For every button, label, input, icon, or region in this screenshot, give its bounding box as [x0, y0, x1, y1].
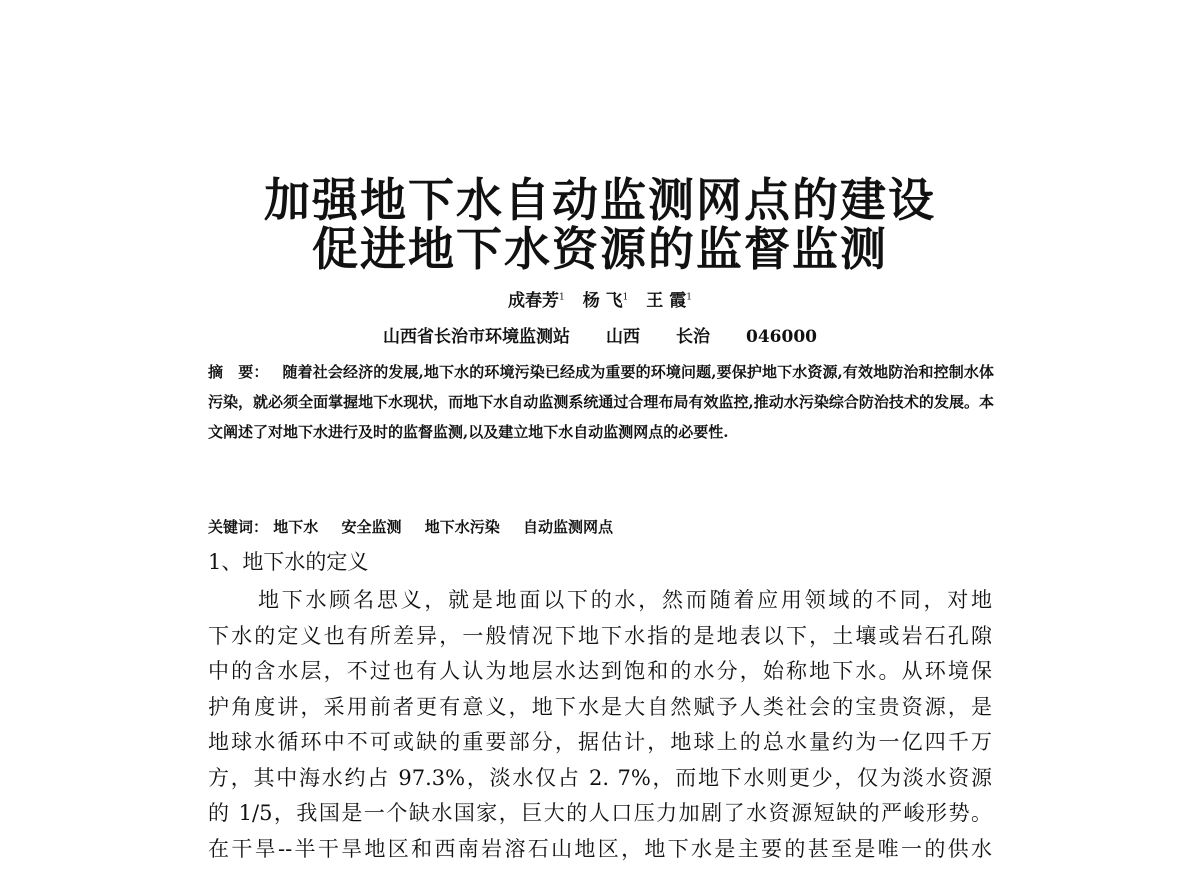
section-body — [208, 583, 992, 867]
abstract — [208, 357, 994, 447]
affiliation-org: 山西省长治市环境监测站 — [383, 327, 570, 347]
body-line: 中的含水层，不过也有人认为地层水达到饱和的水分，始称地下水。从环境保 — [208, 659, 992, 683]
abstract-text: 随着社会经济的发展,地下水的环境污染已经成为重要的环境问题,要保护地下水资源,有效地防治和控制水体污染，就必须全面掌握地下水现状，而地下水自动监测系统通过合理布局有效监控,推动水污染综合防治技术的发展。本文阐述了对地下水进行及时的监督监测,以及建立地下水自动监测网点的必要性. — [208, 363, 994, 441]
keyword: 安全监测 — [341, 518, 402, 536]
title-line-2: 促进地下水资源的监督监测 — [312, 222, 888, 276]
keywords — [208, 516, 631, 537]
title-line-1: 加强地下水自动监测网点的建设 — [264, 173, 936, 227]
section-heading: 1、地下水的定义 — [208, 550, 369, 574]
affiliation-city: 长治 — [676, 327, 710, 347]
body-line: 地下水顾名思义，就是地面以下的水，然而随着应用领域的不同，对地 — [258, 588, 992, 612]
keyword: 自动监测网点 — [523, 518, 614, 536]
author: 杨 飞$^1$ — [582, 291, 629, 311]
body-line: 方，其中海水约占 97.3%，淡水仅占 2. 7%，而地下水则更少，仅为淡水资源 — [208, 765, 992, 790]
author: 成春芳$^1$ — [508, 291, 565, 311]
keyword: 地下水 — [273, 518, 319, 536]
affiliation — [0, 322, 1200, 347]
abstract-label: 摘 要： — [208, 363, 269, 381]
author: 王 霞$^1$ — [646, 291, 692, 311]
affiliation-province: 山西 — [606, 327, 640, 347]
body-line: 护角度讲，采用前者更有意义，地下水是大自然赋予人类社会的宝贵资源，是 — [208, 694, 992, 719]
keywords-label: 关键词： — [208, 518, 269, 536]
body-line: 地球水循环中不可或缺的重要部分，据估计，地球上的总水量约为一亿四千万 — [208, 730, 992, 754]
body-line: 在干旱--半干旱地区和西南岩溶石山地区，地下水是主要的甚至是唯一的供水 — [208, 836, 992, 861]
body-line: 下水的定义也有所差异，一般情况下地下水指的是地表以下，土壤或岩石孔隙 — [208, 623, 992, 648]
affiliation-postcode: 046000 — [746, 327, 817, 347]
author-list — [0, 286, 1200, 311]
body-line: 的 1/5，我国是一个缺水国家，巨大的人口压力加剧了水资源短缺的严峻形势。 — [208, 801, 992, 825]
keyword: 地下水污染 — [424, 518, 500, 536]
